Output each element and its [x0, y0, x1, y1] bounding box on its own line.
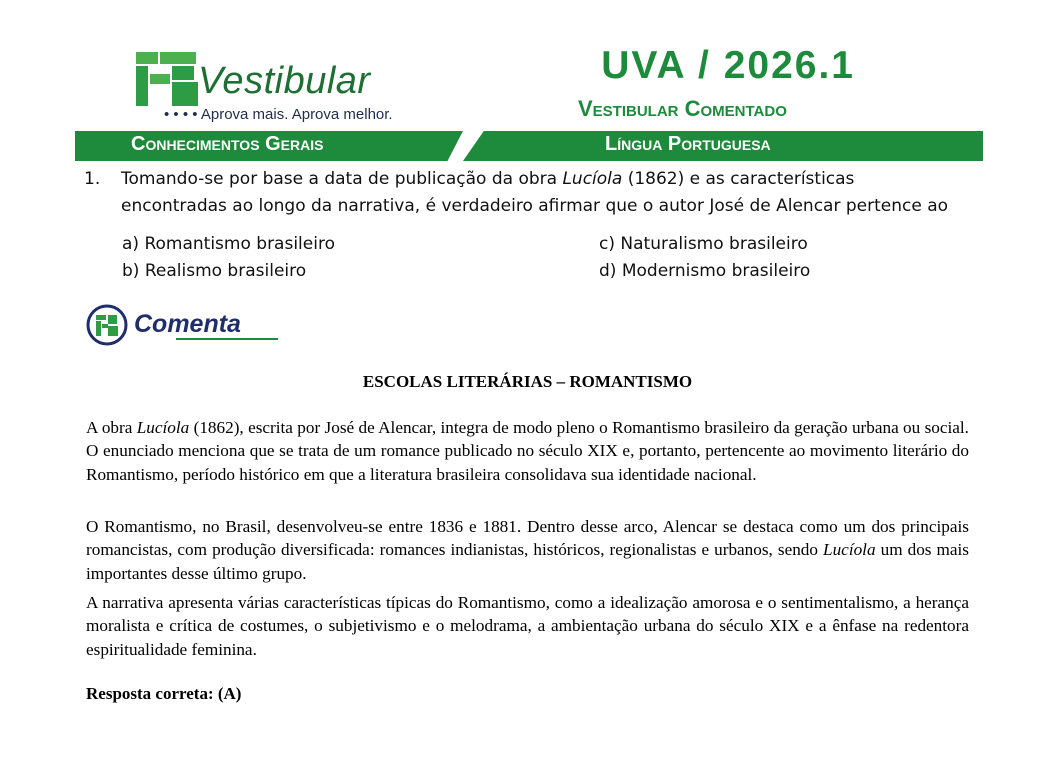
option-c[interactable]: [599, 234, 808, 254]
option-b-text: Realismo brasileiro: [144, 261, 307, 281]
section-general: Conhecimentos Gerais: [131, 133, 324, 155]
exam-title: UVA / 2026.1: [601, 44, 855, 87]
option-a-label: a): [122, 234, 140, 254]
exam-subtitle: Vestibular Comentado: [578, 96, 787, 121]
question-text-b: (1862) e as características: [622, 169, 855, 189]
p1-work-title: Lucíola: [136, 418, 190, 437]
option-b-label: b): [122, 261, 140, 281]
p1-text-a: A obra: [86, 418, 137, 437]
option-d-text: Modernismo brasileiro: [621, 261, 811, 281]
option-c-label: c): [599, 234, 615, 254]
commentary-paragraph-3: A narrativa apresenta várias características típicas do Romantismo, como a idealização amorosa e o sentimentalismo, a herança moralista e crítica de costumes, o subjetivismo e o melodrama, a ambientação urbana do século XIX e a ênfase na redentora espiritualidade feminina.: [86, 593, 969, 659]
option-a-text: Romantismo brasileiro: [144, 234, 335, 254]
fb-circle-icon: [86, 304, 128, 346]
section-subject: Língua Portuguesa: [605, 133, 771, 155]
question-work-title: Lucíola: [562, 169, 623, 189]
option-b[interactable]: [122, 261, 306, 281]
option-d-label: d): [599, 261, 617, 281]
question-text-a: Tomando-se por base a data de publicação da obra: [121, 169, 563, 189]
correct-answer: Resposta correta: (A): [86, 684, 242, 703]
question-line-2: encontradas ao longo da narrativa, é verdadeiro afirmar que o autor José de Alencar pertence ao: [121, 196, 949, 216]
p1-text-b: (1862), escrita por José de Alencar, integra de modo pleno o Romantismo brasileiro da geração urbana ou social. O enunciado menciona que se trata de um romance publicado no século XIX e, portanto, pertencente ao movimento literário do Romantismo, período histórico em que a literatura brasileira consolidava sua identidade nacional.: [86, 418, 969, 484]
p2-text-a: O Romantismo, no Brasil, desenvolveu-se entre 1836 e 1881. Dentro desse arco, Alencar se destaca como um dos principais romancistas, com produção diversificada: romances indianistas, históricos, regionalistas e urbanos, sendo: [86, 517, 969, 560]
question-line-1-words: [121, 169, 969, 189]
option-d[interactable]: [599, 261, 810, 281]
comenta-header: [86, 302, 286, 348]
brand-tagline: • • • • Aprova mais. Aprova melhor.: [164, 106, 393, 123]
brand-logo: [134, 48, 393, 136]
comenta-underline: [176, 338, 278, 340]
p2-work-title: Lucíola: [823, 540, 876, 560]
commentary-paragraph-1: [86, 416, 969, 486]
option-a[interactable]: [122, 234, 335, 254]
brand-name: Vestibular: [198, 60, 371, 102]
section-bar: [75, 131, 983, 161]
option-c-text: Naturalismo brasileiro: [620, 234, 808, 254]
commentary-title: ESCOLAS LITERÁRIAS – ROMANTISMO: [362, 372, 693, 391]
question-number: 1.: [84, 169, 101, 189]
p2-text-b: um dos mais importantes desse último grupo.: [86, 540, 969, 583]
commentary-paragraph-2: [86, 515, 969, 585]
comenta-label: Comenta: [134, 310, 241, 338]
question-line-1: [121, 169, 969, 189]
